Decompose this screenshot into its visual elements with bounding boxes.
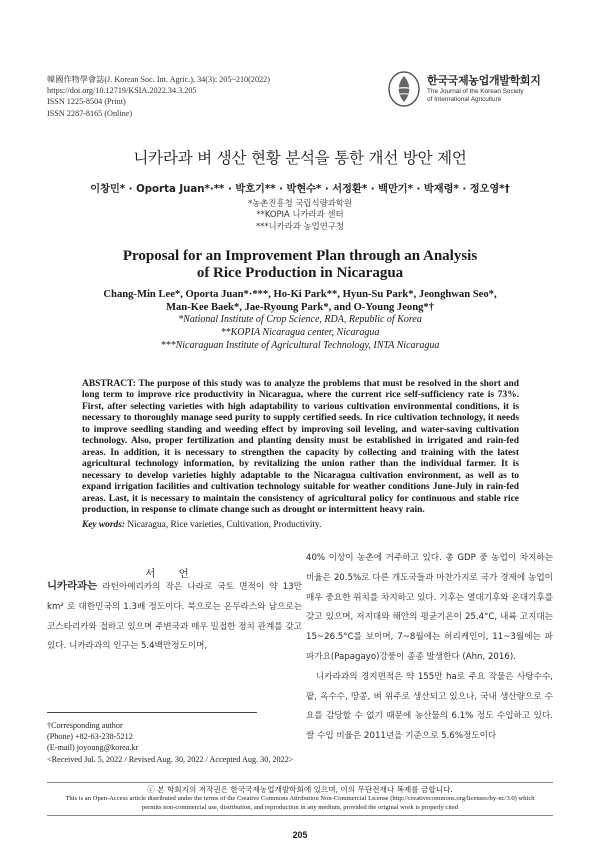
abstract	[82, 379, 519, 516]
body-column-left	[47, 577, 302, 657]
section-heading-introduction: 서 언	[145, 568, 199, 580]
page-number: 205	[292, 830, 308, 840]
phone: (Phone) +82-63-238-5212	[47, 732, 133, 742]
paragraph: 40% 이상이 농촌에 거주하고 있다. 총 GDP 중 농업이 차지하는 비율은 20.5%로 다른 개도국들과 마찬가지로 국가 경제에 농업이 매우 중요한 위치를 차지하고 있다. 기후는 열대기후와 온대기후를 갖고 있으며, 저지대와 해안의 평균기온이 25.4°C, 내륙 고지대는 15~26.5°C를 보이며, 7~8월에는 허리케인이, 11~3월에는 파파가요(Papagayo)강풍이 종종 발생한다 (Ahn, 2016).	[306, 553, 553, 662]
society-logo	[387, 68, 557, 112]
abstract-text: The purpose of this study was to analyze the problems that must be resolved in the short and long term to improve rice productivity in Nicaragua, where the current rice self-sufficiency rate is 73%. First, after selecting varieties with high adaptability to various cultivation environmental conditions, it is necessary to thoroughly manage seed purity to supply certified seeds. In rice cultivation technology, it needs to improve seedling standing and weeding effect by improving soil leveling, and water-saving cultivation technology. Also, proper fertilization and planting density must be established in irrigated and rain-fed areas. In addition, it is necessary to strengthen the capacity by collecting and training with the latest agricultural technology information, by revitalizing the union rather than the individual farmer. It is necessary to develop varieties highly adaptable to the Nicaragua cultivation environment, as well as to expand irrigation facilities and cultivation technology suitable for weather conditions June-July in rain-fed areas. Last, it is necessary to maintain the consistency of agricultural policy for continuous and stable rice production, in response to climate change such as drought or intermittent heavy rain.	[82, 379, 519, 515]
society-name-en: The Journal of the Korean Society of International Agriculture	[427, 88, 524, 103]
english-affiliations: *National Institute of Crop Science, RDA, Republic of Korea **KOPIA Nicaragua center, Nicaragua ***Nicaraguan Institute of Agricultural Technology, INTA Nicaragua	[160, 314, 440, 351]
corresponding-author: †Corresponding author	[47, 721, 123, 730]
copyright-notice	[47, 782, 553, 816]
society-emblem-icon	[387, 70, 421, 108]
license-line-1: This is an Open-Access article distributed under the terms of the Creative Commons Attribution Non-Commercial License (http://creativecommons.org/licenses/by-nc/3.0) which	[65, 795, 535, 802]
korean-affiliations: *농촌진흥청 국립식량과학원 **KOPIA 니카라과 센터 ***니카라과 농업연구청	[248, 198, 352, 231]
english-title: Proposal for an Improvement Plan through an Analysis of Rice Production in Nicaragua	[122, 248, 478, 281]
korean-authors: 이창민* · Oporta Juan*·** · 박호기** · 박현수* · 서정환* · 백만기* · 박재령* · 정오영*†	[90, 184, 510, 195]
copyright-ko: ⓒ 본 학회지의 저작권은 한국국제농업개발학회에 있으며, 이의 무단전재나 복제를 금합니다.	[147, 785, 453, 794]
body-column-right	[306, 549, 553, 747]
keywords	[82, 520, 519, 530]
abstract-label: ABSTRACT:	[82, 379, 136, 389]
keywords-label: Key words:	[82, 520, 125, 530]
issn-online: ISSN 2287-8165 (Online)	[47, 108, 133, 118]
paragraph: 니카라과의 경지면적은 약 155만 ha로 주요 작물은 사탕수수, 팥, 옥수수, 땅콩, 벼 위주로 생산되고 있으나, 국내 생산량으로 수요를 감당할 수 없기 때문에 농산물의 6.1% 정도 수입하고 있다. 쌀 수입 비율은 2011년을 기준으로 5.6%정도이다	[306, 671, 553, 742]
journal-header	[47, 74, 270, 119]
received-dates: <Received Jul. 5, 2022 / Revised Aug. 30, 2022 / Accepted Aug. 30, 2022>	[47, 754, 294, 764]
footnote-divider	[47, 712, 257, 713]
paragraph: 라틴아메리카의 작은 나라로 국토 면적이 약 13만 km² 로 대한민국의 1.3배 정도이다. 북으로는 온두라스와 남으로는 코스타리카와 접하고 있으며 주변국과 매우 밀접한 정치 관계를 갖고 있다. 니카라과의 인구는 5.4백만정도이며,	[47, 582, 302, 652]
society-name-ko: 한국국제농업개발학회지	[427, 74, 541, 87]
keywords-text: Nicaragua, Rice varieties, Cultivation, Productivity.	[127, 520, 322, 530]
email: (E-mail) joyoung@korea.kr	[47, 743, 139, 753]
korean-title: 니카라과 벼 생산 현황 분석을 통한 개선 방안 제언	[133, 149, 467, 167]
english-authors: Chang-Min Lee*, Oporta Juan*·***, Ho-Ki Park**, Hyun-Su Park*, Jeonghwan Seo*, Man-Kee Baek*, Jae-Ryoung Park*, and O-Young Jeong*†	[103, 289, 497, 313]
footnote	[47, 720, 293, 765]
issn-print: ISSN 1225-8504 (Print)	[47, 97, 126, 107]
doi-link[interactable]: https://doi.org/10.12719/KSIA.2022.34.3.205	[47, 86, 197, 96]
lead-word: 니카라과는	[47, 580, 98, 592]
journal-citation: 韓國作物學會誌(J. Korean Soc. Int. Agric.), 34(3): 205~210(2022)	[47, 75, 270, 84]
license-line-2: permits non-commercial use, distribution, and reproduction in any medium, provided the original work is properly cited	[141, 803, 459, 811]
